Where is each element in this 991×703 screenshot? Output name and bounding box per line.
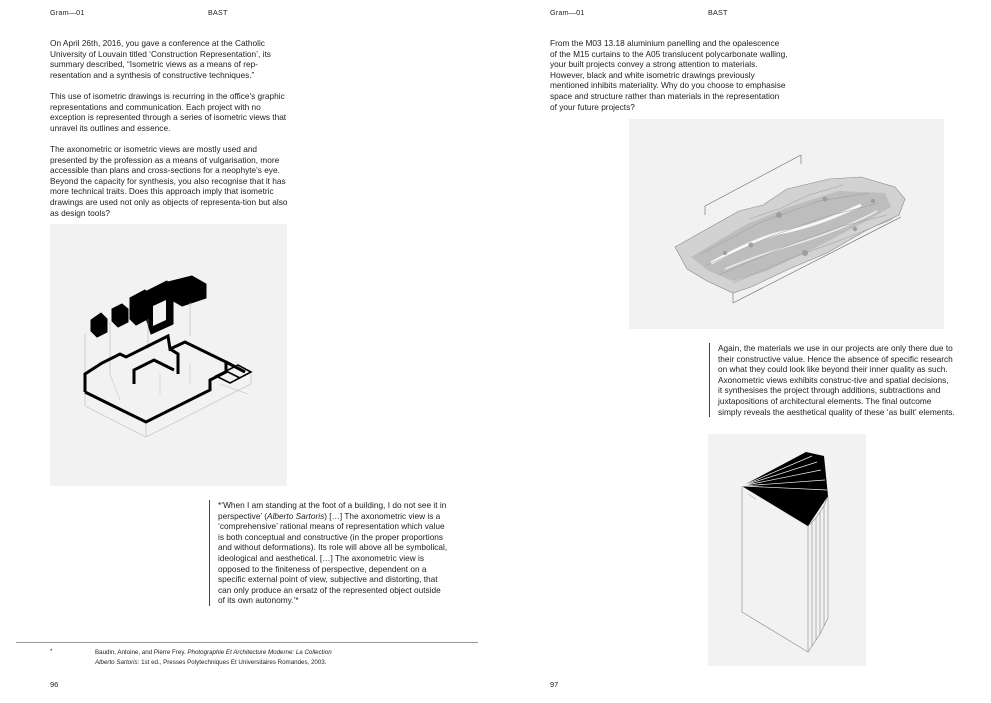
book-model-figure [708, 434, 866, 666]
left-main-text [50, 38, 288, 229]
left-paragraph-3: The axonometric or isometric views are mostly used and presented by the profession as a means of vulgarisation, more accessible than plans and cross-sections for a neophyte's eye. Beyond the capacity for synthesis, you also recognise that it has more technical traits. Does this approach imply that isometric drawings are used not only as objects of representa-tion but also as design tools? [50, 143, 288, 218]
left-paragraph-2: This use of isometric drawings is recurring in the office's graphic representations and communication. Each project with no exception is represented through a series of isometric views that unravel its outlines and essence. [50, 90, 287, 133]
quote-text-part-1: *‘When I am standing at the foot of a building, I do not see it in perspective’ ( [218, 500, 447, 521]
right-running-header-journal: Gram—01 [550, 8, 585, 17]
footnote-publication: : 1st ed., Presses Polytechniques Et Universitaires Romandes, 2003. [137, 659, 327, 666]
quote-text-part-2: ) […] The axonometric view is a ‘comprehensive’ rational means of representation which value is both conceptual and constructive (in the proper proportions and without deformations). Its role will above all be symbolical, ideological and aesthetical. […] The axonometric view is opposed to the finiteness of perspective, dependent on a specific external point of view, subjective and distorting, that can only produce an ersatz of the represented object outside of its own autonomy.’* [218, 510, 448, 606]
left-running-header-journal: Gram—01 [50, 8, 85, 17]
right-running-header-section: BAST [708, 8, 728, 17]
quote-author: Alberto Sartoris [267, 510, 325, 521]
right-paragraph-2: Again, the materials we use in our projects are only there due to their constructive value. Hence the absence of specific research on what they could look like beyond their inner quality as such. Axonometric views exhibits construc-tive and spatial decisions, it synthesises the project through additions, subtractions and juxtapositions of architectural elements. The final outcome simply reveals the aesthetical quality of these ‘as built’ elements. [709, 343, 955, 417]
left-running-header-section: BAST [208, 8, 228, 17]
sartoris-quote [209, 500, 449, 606]
footnote-title-line-1: Photographie Et Architecture Moderne: La Collection [187, 649, 332, 656]
axonometric-house-drawing [50, 224, 287, 486]
axonometric-house-figure [50, 224, 287, 486]
footnote-marker: * [50, 648, 53, 655]
footnote-divider [16, 642, 478, 643]
left-page-number: 96 [50, 680, 59, 689]
right-paragraph-1: From the M03 13.18 aluminium panelling and the opalescence of the M15 curtains to the A05 translucent polycarbonate walling, your built projects convey a strong attention to materials. However, black and white isometric drawings previously mentioned inhibits materiality. Why do you choose to emphasise space and structure rather than materials in the representation of your future projects? [550, 38, 788, 112]
book-model-drawing [708, 434, 866, 666]
footnote-authors: Baudin, Antoine, and Pierre Frey. [95, 649, 188, 656]
terrain-model-drawing [629, 119, 944, 329]
footnote-title-line-2: Alberto Sartoris [95, 659, 138, 666]
right-page-number: 97 [550, 680, 559, 689]
footnote-text [95, 648, 455, 668]
terrain-model-figure [629, 119, 944, 329]
left-paragraph-1: On April 26th, 2016, you gave a conference at the Catholic University of Louvain titled ‘Construction Representation’, its summary described, “Isometric views as a means of rep-resentation and a synthesis of constructive techniques.” [50, 38, 271, 80]
